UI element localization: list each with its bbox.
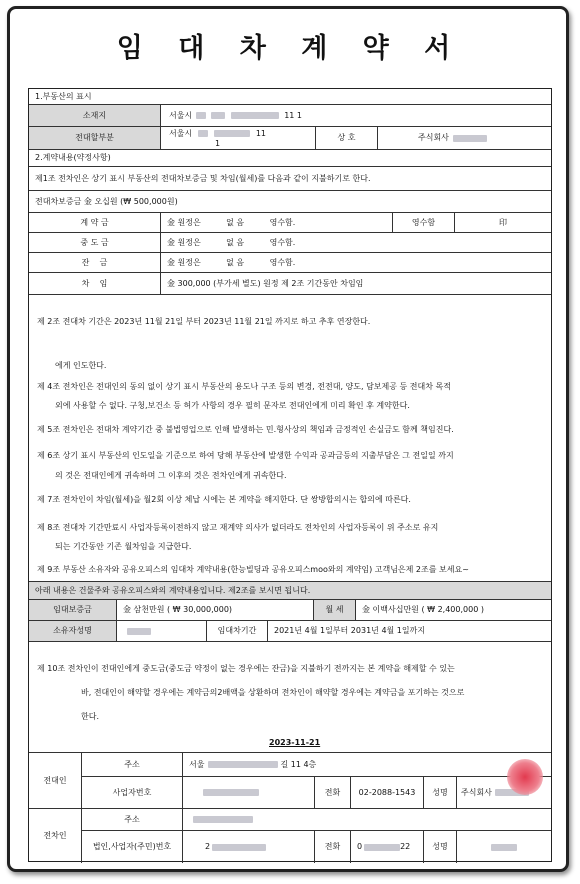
- article-8-line-1: 제 8조 전대차 기간만료시 사업자등록이전하지 않고 재계약 의사가 없더라도 전차인의 사업자등록이 위 주소로 유지: [37, 523, 439, 532]
- lessee-info-row: [81, 831, 551, 863]
- article-10-block: [29, 642, 551, 753]
- lessee-address-row: [81, 809, 551, 831]
- section-contract-label: 2.계약내용(약정사항): [35, 153, 111, 163]
- phone-label: 전화: [314, 831, 350, 863]
- lessee-name-cell: [456, 831, 551, 863]
- deposit-row: [29, 191, 551, 213]
- lessor-phone: 02-2088-1543: [350, 777, 423, 808]
- address-label: 주소: [124, 814, 140, 824]
- payment-value: 金 300,000 (부가세 별도) 원정 제 2조 기간동안 차임임: [160, 273, 551, 294]
- article-8-line-2: 되는 기간동안 기존 월차임을 지급한다.: [55, 542, 192, 551]
- article-1-row: [29, 167, 551, 191]
- payment-label: 차 임: [81, 278, 108, 288]
- article-5: 제 5조 전차인은 전대차 계약기간 중 불법영업으로 인해 발생하는 민.형사상의 책임과 금정적인 손실금도 함께 책임진다.: [37, 425, 454, 434]
- lease-period-label: 임대차기간: [206, 621, 267, 641]
- sublease-suffix-2: 1: [215, 138, 221, 148]
- redacted-block: [491, 844, 517, 851]
- contract-date: 2023-11-21: [269, 738, 321, 747]
- article-10-line-2: 바, 전대인이 해약할 경우에는 계약금의2배액을 상환하며 전차인이 해약할 경우에는 계약금을 포기하는 것으로: [81, 688, 465, 697]
- company-label: 상 호: [315, 127, 377, 149]
- lessee-label: 전차인: [43, 831, 67, 841]
- lessor-address-prefix: 서울: [189, 759, 205, 769]
- redacted-block: [212, 844, 266, 851]
- lessee-id-prefix: 2: [205, 842, 211, 852]
- lessor-address-row: [81, 753, 551, 777]
- payment-row-rent: [29, 273, 551, 295]
- redacted-block: [127, 628, 151, 635]
- redacted-block: [364, 844, 400, 851]
- payment-label: 잔 금: [81, 257, 108, 267]
- lessee-phone-prefix: 0: [357, 842, 363, 852]
- article-7: 제 7조 전차인이 차임(월세)을 월2회 이상 체납 시에는 본 계약을 해지한다. 단 쌍방합의시는 합의에 따른다.: [37, 495, 411, 504]
- lease-deposit-label: 임대보증금: [29, 600, 116, 620]
- lessee-id-cell: [182, 831, 314, 863]
- payment-row-contract: [29, 213, 551, 233]
- lease-note: 아래 내용은 건물주와 공유오피스와의 계약내용입니다. 제2조를 보시면 됩니다.: [35, 585, 311, 595]
- payment-value: 金 원정은 없 음 영수함.: [160, 213, 392, 232]
- article-6-line-2: 의 것은 전대인에게 귀속하며 그 이후의 것은 전차인에게 귀속한다.: [55, 471, 287, 480]
- article-9: 제 9조 부동산 소유자와 공유오피스의 임대차 계약내용(한능빌딩과 공유오피스moo와의 계약임) 고객님은제 2조를 보세요~: [37, 565, 469, 574]
- lessor-address-suffix: 길 11 4층: [280, 759, 317, 769]
- lessee-address-cell: [182, 809, 551, 830]
- article-10-line-3: 한다.: [81, 712, 99, 721]
- parties-table: [29, 753, 551, 863]
- seal-mark: 印: [454, 213, 551, 232]
- article-6-line-1: 제 6조 상기 표시 부동산의 인도일을 기준으로 하여 당해 부동산에 발생한 수익과 공과금등의 지출부담은 그 전일일 까지: [37, 451, 454, 460]
- lease-deposit-value: 金 삼천만원 ( ₩ 30,000,000): [116, 600, 313, 620]
- location-row: [29, 105, 551, 127]
- payment-value: 金 원정은 없 음 영수함.: [160, 233, 551, 252]
- section-property-label: 1.부동산의 표시: [35, 91, 92, 101]
- article-3-tail: 에게 인도한다.: [55, 361, 107, 370]
- lessor-name: 주식회사: [461, 787, 492, 797]
- payment-label: 중 도 금: [80, 237, 109, 247]
- deposit-line: 전대차보증금 金 오십원 (₩ 500,000원): [35, 196, 178, 206]
- lessee-phone-suffix: 22: [400, 842, 411, 852]
- redacted-block: [231, 112, 279, 119]
- articles-block: [29, 295, 551, 582]
- name-label: 성명: [423, 831, 456, 863]
- article-10-line-1: 제 10조 전차인이 전대인에게 중도금(중도금 약정이 없는 경우에는 잔금)을 지불하기 전까지는 본 계약을 해제할 수 있는: [37, 664, 455, 673]
- redacted-block: [193, 816, 253, 823]
- lease-contract: [28, 88, 552, 862]
- payment-value: 金 원정은 없 음 영수함.: [160, 253, 551, 272]
- lease-rent-value: 金 이백사십만원 ( ₩ 2,400,000 ): [355, 600, 551, 620]
- bizno-label: 사업자번호: [112, 787, 152, 797]
- redacted-block: [211, 112, 225, 119]
- company-value: 주식회사: [418, 133, 449, 143]
- lessee-id-label: 법인,사업자(주민)번호: [92, 842, 172, 852]
- article-1: 제1조 전차인은 상기 표시 부동산의 전대차보증금 및 차임(월세)를 다음과 같이 지불하기로 한다.: [35, 173, 371, 183]
- name-label: 성명: [423, 777, 456, 808]
- sublease-label: 전대할부분: [29, 127, 160, 149]
- company-seal-stamp: [507, 759, 543, 795]
- lessor-bizno-cell: [182, 777, 314, 808]
- owner-value-cell: [116, 621, 206, 641]
- lessor-info-row: [81, 777, 551, 809]
- lease-period-value: 2021년 4월 1일부터 2031년 4월 1일까지: [267, 621, 551, 641]
- location-label: 소재지: [29, 105, 160, 126]
- payment-row-interim: [29, 233, 551, 253]
- phone-label: 전화: [314, 777, 350, 808]
- payment-row-balance: [29, 253, 551, 273]
- payment-label: 계 약 금: [80, 217, 109, 227]
- article-4-line-1: 제 4조 전차인은 전대인의 동의 없이 상기 표시 부동산의 용도나 구조 등의 변경, 전전대, 양도, 담보제공 등 전대차 목적: [37, 382, 451, 391]
- lease-deposit-row: [29, 600, 551, 621]
- receipt-label: 영수함: [392, 213, 454, 232]
- lessee-phone-cell: [350, 831, 423, 863]
- article-2: 제 2조 전대차 기간은 2023년 11월 21일 부터 2023년 11월 21일 까지로 하고 추후 연장한다.: [37, 317, 371, 326]
- redacted-block: [453, 135, 487, 142]
- lessor-label: 전대인: [29, 753, 81, 809]
- owner-label: 소유자성명: [29, 621, 116, 641]
- redacted-block: [196, 112, 206, 119]
- section-property-header: [29, 89, 551, 105]
- article-4-line-2: 외에 사용할 수 없다. 구청,보건소 등 허가 사항의 경우 필히 문자로 전대인에게 미리 확인 후 계약한다.: [55, 401, 410, 410]
- company-value-cell: [377, 127, 551, 149]
- redacted-block: [198, 130, 208, 137]
- sublease-row: [29, 127, 551, 150]
- lease-rent-label: 월 세: [313, 600, 355, 620]
- redacted-block: [203, 789, 259, 796]
- redacted-block: [208, 761, 278, 768]
- redacted-block: [214, 130, 250, 137]
- location-value: 서울시: [169, 110, 193, 120]
- location-suffix: 11 1: [284, 110, 302, 120]
- address-label: 주소: [124, 759, 140, 769]
- lease-note-row: [29, 582, 551, 600]
- sublease-value: 서울시: [169, 129, 193, 138]
- document-title: 임 대 차 계 약 서: [116, 33, 464, 64]
- section-contract-header: [29, 150, 551, 167]
- lessor-address-cell: [182, 753, 551, 776]
- lease-owner-row: [29, 621, 551, 642]
- location-value-cell: [160, 105, 551, 126]
- sublease-suffix-1: 11: [255, 129, 267, 138]
- sublease-value-cell: [160, 127, 315, 149]
